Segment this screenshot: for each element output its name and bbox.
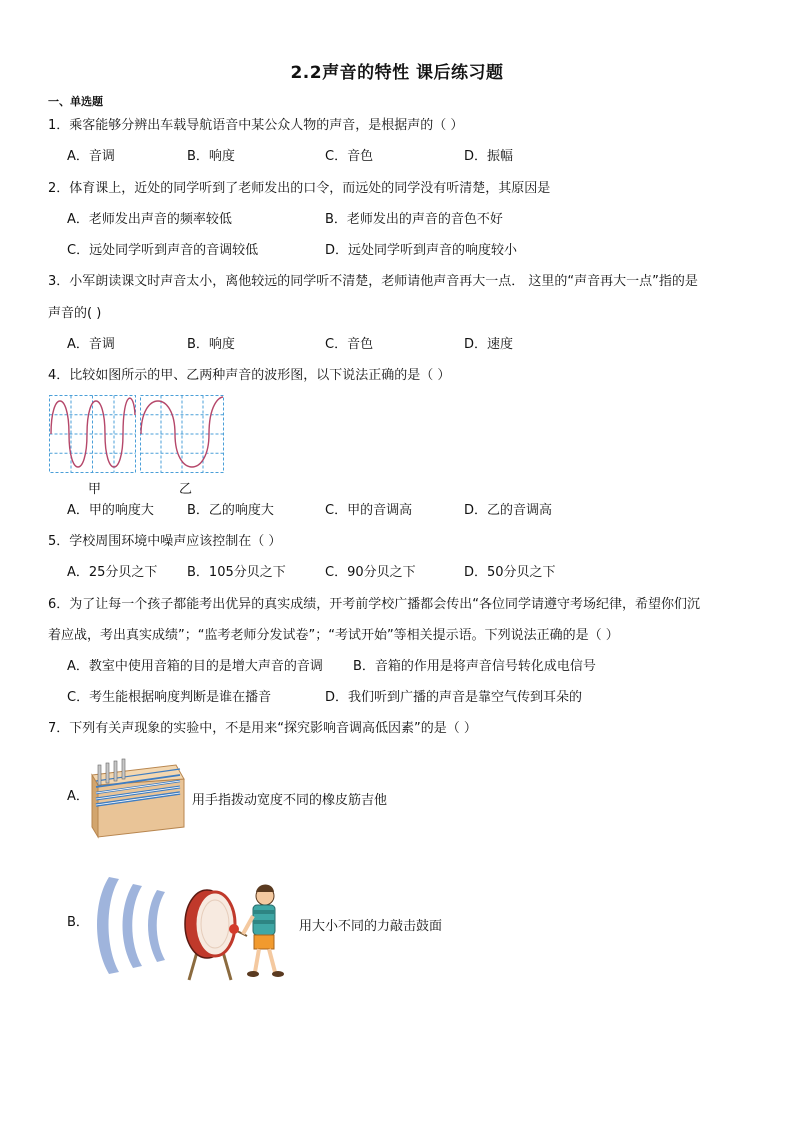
q7-option-b-label: B． (67, 915, 89, 930)
q6-option-a: A．教室中使用音箱的目的是增大声音的音调 (67, 659, 323, 674)
q5-option-d: D．50分贝之下 (464, 565, 556, 580)
q3-option-c: C．音色 (325, 337, 374, 352)
q1-option-a: A．音调 (67, 149, 115, 164)
q6-option-b: B．音箱的作用是将声音信号转化成电信号 (353, 659, 596, 674)
q2-option-d: D．远处同学听到声音的响度较小 (325, 243, 518, 258)
question-3-stem-line2: 声音的( ) (48, 306, 102, 321)
question-5-stem: 5．学校周围环境中噪声应该控制在（ ） (48, 534, 282, 549)
q4-option-d: D．乙的音调高 (464, 503, 553, 518)
section-heading: 一、单选题 (48, 95, 103, 108)
q7-option-a-text: 用手指拨动宽度不同的橡皮筋吉他 (192, 793, 388, 808)
figure-label-jia: 甲 (88, 482, 102, 497)
q5-option-b: B．105分贝之下 (187, 565, 286, 580)
q3-option-a: A．音调 (67, 337, 115, 352)
q4-option-a: A．甲的响度大 (67, 503, 154, 518)
q1-option-b: B．响度 (187, 149, 235, 164)
q3-option-d: D．速度 (464, 337, 514, 352)
page-title: 2.2声音的特性 课后练习题 (290, 63, 504, 83)
q6-option-d: D．我们听到广播的声音是靠空气传到耳朵的 (325, 690, 583, 705)
q7-option-b-text: 用大小不同的力敲击鼓面 (299, 919, 443, 934)
figure-label-yi: 乙 (179, 482, 193, 497)
waveform-figure (49, 395, 229, 477)
question-4-stem: 4．比较如图所示的甲、乙两种声音的波形图，以下说法正确的是（ ） (48, 368, 451, 383)
q6-option-c: C．考生能根据响度判断是谁在播音 (67, 690, 272, 705)
q5-option-a: A．25分贝之下 (67, 565, 158, 580)
question-2-stem: 2．体育课上，近处的同学听到了老师发出的口令，而远处的同学没有听清楚，其原因是 (48, 181, 551, 196)
rubber-band-guitar-illustration (88, 755, 188, 839)
question-6-stem-line2: 着应战，考出真实成绩”；“监考老师分发试卷”；“考试开始”等相关提示语。下列说法正确的是（ ） (48, 628, 619, 643)
q7-option-a-label: A． (67, 789, 89, 804)
q4-option-b: B．乙的响度大 (187, 503, 274, 518)
q2-option-c: C．远处同学听到声音的音调较低 (67, 243, 259, 258)
question-1-stem: 1．乘客能够分辨出车载导航语音中某公众人物的声音，是根据声的（ ） (48, 118, 464, 133)
question-6-stem-line1: 6．为了让每一个孩子都能考出优异的真实成绩，开考前学校广播都会传出“各位同学请遵守考场纪律，希望你们沉 (48, 597, 701, 612)
q1-option-d: D．振幅 (464, 149, 514, 164)
q2-option-b: B．老师发出的声音的音色不好 (325, 212, 503, 227)
q5-option-c: C．90分贝之下 (325, 565, 416, 580)
question-7-stem: 7．下列有关声现象的实验中，不是用来“探究影响音调高低因素”的是（ ） (48, 721, 477, 736)
drum-and-boy-illustration (95, 872, 285, 982)
q2-option-a: A．老师发出声音的频率较低 (67, 212, 232, 227)
q3-option-b: B．响度 (187, 337, 235, 352)
q1-option-c: C．音色 (325, 149, 374, 164)
q4-option-c: C．甲的音调高 (325, 503, 413, 518)
question-3-stem-line1: 3．小军朗读课文时声音太小，离他较远的同学听不清楚，老师请他声音再大一点． 这里的“声音再大一点”指的是 (48, 274, 698, 289)
